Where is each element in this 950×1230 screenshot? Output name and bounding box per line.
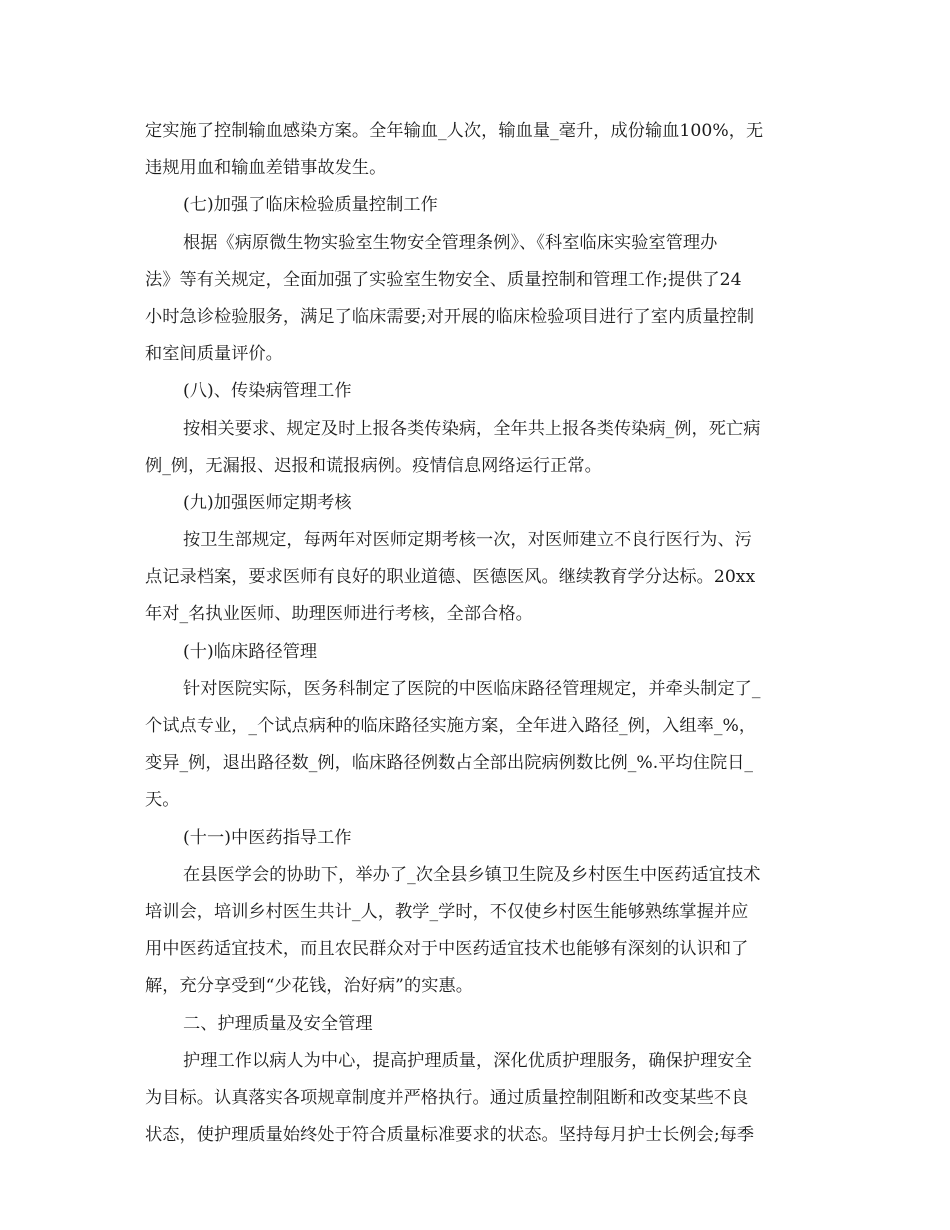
text-line: 按相关要求、规定及时上报各类传染病，全年共上报各类传染病_例，死亡病: [183, 418, 761, 439]
document-body: [145, 113, 815, 1154]
section-heading: (九)加强医师定期考核: [183, 492, 352, 513]
text-line: 针对医院实际，医务科制定了医院的中医临床路径管理规定，并牵头制定了_: [183, 678, 761, 699]
text-line: 例_例，无漏报、迟报和谎报病例。疫情信息网络运行正常。: [145, 455, 602, 476]
text-line: 变异_例，退出路径数_例，临床路径例数占全部出院病例数比例_%.平均住院日_: [145, 753, 754, 774]
section-heading: (七)加强了临床检验质量控制工作: [183, 195, 438, 216]
text-line: 点记录档案，要求医师有良好的职业道德、医德医风。继续教育学分达标。20xx: [145, 567, 756, 588]
text-line: 状态，使护理质量始终处于符合质量标准要求的状态。坚持每月护士长例会;每季: [145, 1125, 755, 1146]
text-line: 按卫生部规定，每两年对医师定期考核一次，对医师建立不良行医行为、污: [183, 530, 752, 551]
text-line: 定实施了控制输血感染方案。全年输血_人次，输血量_毫升，成份输血100%，无: [145, 121, 764, 141]
text-line: 天。: [145, 790, 180, 811]
section-heading: (十一)中医药指导工作: [183, 827, 352, 848]
text-line: 在县医学会的协助下，举办了_次全县乡镇卫生院及乡村医生中医药适宜技术: [183, 864, 761, 885]
text-line: 护理工作以病人为中心，提高护理质量，深化优质护理服务，确保护理安全: [183, 1050, 752, 1071]
text-line: 为目标。认真落实各项规章制度并严格执行。通过质量控制阻断和改变某些不良: [145, 1087, 749, 1108]
text-line: 个试点专业，_个试点病种的临床路径实施方案，全年进入路径_例，入组率_%，: [145, 716, 757, 736]
section-heading: (八)、传染病管理工作: [183, 381, 352, 402]
text-line: 年对_名执业医师、助理医师进行考核，全部合格。: [145, 604, 533, 625]
text-line: 用中医药适宜技术，而且农民群众对于中医药适宜技术也能够有深刻的认识和了: [145, 939, 749, 960]
text-line: 违规用血和输血差错事故发生。: [145, 158, 387, 179]
section-heading: 二、护理质量及安全管理: [183, 1013, 373, 1034]
text-line: 和室间质量评价。: [145, 344, 283, 365]
text-line: 法》等有关规定，全面加强了实验室生物安全、质量控制和管理工作;提供了24: [145, 269, 742, 290]
text-line: 根据《病原微生物实验室生物安全管理条例》、《科室临床实验室管理办: [183, 232, 718, 253]
section-heading: (十)临床路径管理: [183, 641, 318, 662]
text-line: 解，充分享受到“少花钱，治好病”的实惠。: [145, 976, 473, 997]
text-line: 小时急诊检验服务，满足了临床需要;对开展的临床检验项目进行了室内质量控制: [145, 306, 755, 327]
text-line: 培训会，培训乡村医生共计_人，教学_学时，不仅使乡村医生能够熟练掌握并应: [145, 901, 749, 922]
